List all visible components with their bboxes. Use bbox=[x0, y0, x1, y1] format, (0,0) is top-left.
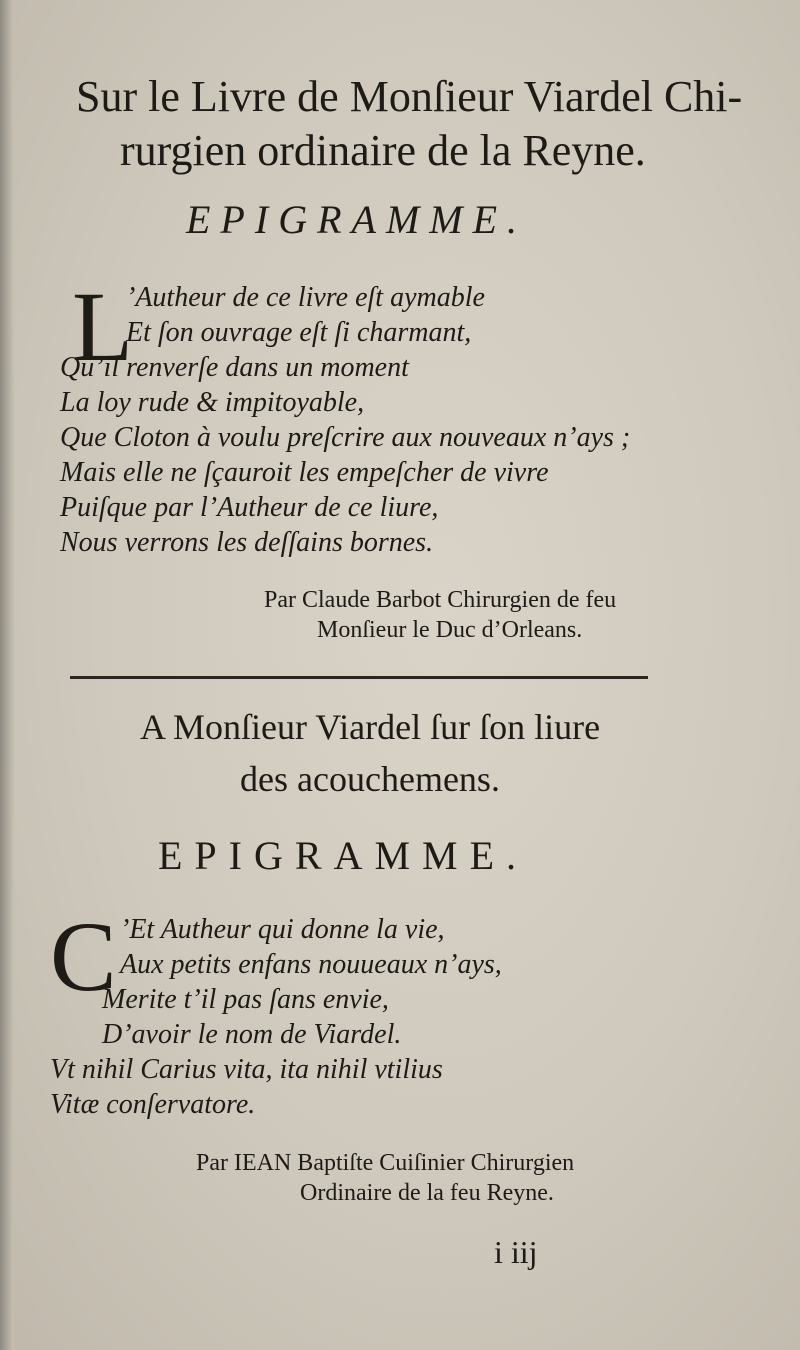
heading-line-2: rurgien ordinaire de la Reyne. bbox=[120, 126, 646, 175]
poem-line: Mais elle ne ſçauroit les empeſcher de vivre bbox=[60, 457, 549, 488]
poem-line: Que Cloton à voulu preſcrire aux nouveaux n’ays ; bbox=[60, 422, 631, 453]
signature-1 bbox=[264, 585, 616, 645]
poem-line: ’Autheur de ce livre eſt aymable bbox=[126, 282, 485, 313]
poem-line: ’Et Autheur qui donne la vie, bbox=[120, 914, 445, 945]
epigram-2-label: EPIGRAMME. bbox=[158, 833, 529, 878]
heading-line-1: Sur le Livre de Monſieur Viardel Chi- bbox=[76, 72, 743, 121]
drop-cap-l: L bbox=[72, 271, 134, 382]
page-folio: i iij bbox=[494, 1234, 538, 1270]
epigram-1-poem bbox=[60, 271, 760, 560]
section-2-title-line-2: des acouchemens. bbox=[240, 759, 500, 799]
signature-2 bbox=[196, 1148, 574, 1208]
epigram-2-poem bbox=[50, 901, 760, 1122]
poem-line: Aux petits enfans nouueaux n’ays, bbox=[120, 949, 502, 980]
poem-line: La loy rude & impitoyable, bbox=[60, 387, 365, 418]
section-divider bbox=[70, 676, 648, 679]
poem-line: Et ſon ouvrage eſt ſi charmant, bbox=[126, 317, 472, 348]
poem-line: Puiſque par l’Autheur de ce liure, bbox=[60, 492, 439, 523]
drop-cap-c: C bbox=[50, 901, 117, 1012]
epigram-1-label: EPIGRAMME. bbox=[186, 197, 528, 242]
poem-line: Qu’il renverſe dans un moment bbox=[60, 352, 409, 383]
poem-line: Nous verrons les deſſains bornes. bbox=[60, 527, 434, 558]
poem-line: Merite t’il pas ſans envie, bbox=[102, 984, 389, 1015]
signature-1-line-1: Par Claude Barbot Chirurgien de feu bbox=[264, 587, 617, 613]
page-edge-shadow bbox=[0, 0, 14, 1350]
signature-2-line-1: Par IEAN Baptiſte Cuiſinier Chirurgien bbox=[196, 1150, 575, 1176]
signature-2-line-2: Ordinaire de la feu Reyne. bbox=[300, 1180, 554, 1206]
poem-line: D’avoir le nom de Viardel. bbox=[102, 1019, 402, 1050]
poem-line: Vitæ conſervatore. bbox=[50, 1089, 256, 1120]
poem-line: Vt nihil Carius vita, ita nihil vtilius bbox=[50, 1054, 443, 1085]
section-2-title-line-1: A Monſieur Viardel ſur ſon liure bbox=[139, 707, 601, 747]
signature-1-line-2: Monſieur le Duc d’Orleans. bbox=[317, 617, 583, 643]
